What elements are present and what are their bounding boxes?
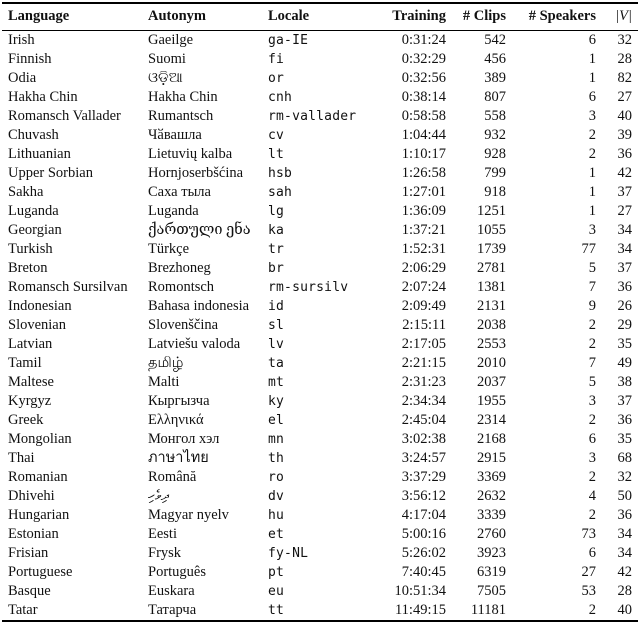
cell-autonym: Latviešu valoda	[148, 336, 241, 352]
cell-speakers: 27	[581, 564, 596, 580]
cell-speakers: 1	[588, 70, 596, 86]
cell-vocab-size: 35	[617, 336, 632, 352]
table-row	[2, 392, 638, 411]
cell-autonym: Suomi	[148, 51, 186, 67]
cell-speakers: 9	[588, 298, 596, 314]
cell-autonym: Hornjoserbšćina	[148, 165, 244, 181]
cell-vocab-size: 38	[617, 374, 632, 390]
cell-clips: 2038	[477, 317, 506, 333]
table-body	[2, 31, 638, 622]
cell-training: 5:26:02	[401, 545, 446, 561]
cell-speakers: 2	[588, 602, 596, 618]
cell-autonym: Brezhoneg	[148, 260, 211, 276]
table-row	[2, 259, 638, 278]
cell-clips: 799	[484, 165, 506, 181]
cell-clips: 389	[484, 70, 506, 86]
cell-language: Tamil	[8, 355, 42, 371]
cell-speakers: 1	[588, 165, 596, 181]
cell-clips: 928	[484, 146, 506, 162]
cell-locale: mt	[268, 375, 285, 390]
cell-speakers: 1	[588, 203, 596, 219]
cell-language: Portuguese	[8, 564, 73, 580]
cell-vocab-size: 42	[617, 564, 632, 580]
cell-autonym: Euskara	[148, 583, 195, 599]
table-row	[2, 563, 638, 582]
table-row	[2, 145, 638, 164]
cell-clips: 1055	[477, 222, 506, 238]
cell-training: 2:21:15	[401, 355, 446, 371]
header-row	[2, 3, 638, 31]
cell-locale: fi	[268, 52, 285, 67]
cell-language: Upper Sorbian	[8, 165, 93, 181]
cell-speakers: 2	[588, 146, 596, 162]
cell-clips: 3339	[477, 507, 506, 523]
cell-vocab-size: 36	[617, 279, 632, 295]
table-row	[2, 354, 638, 373]
cell-language: Irish	[8, 32, 35, 48]
cell-training: 3:24:57	[401, 450, 446, 466]
cell-speakers: 3	[588, 450, 596, 466]
cell-locale: fy-NL	[268, 546, 309, 561]
cell-clips: 2760	[477, 526, 506, 542]
cell-language: Romansch Sursilvan	[8, 279, 128, 295]
cell-language: Indonesian	[8, 298, 72, 314]
cell-speakers: 6	[588, 545, 596, 561]
cell-training: 0:32:56	[401, 70, 446, 86]
cell-speakers: 2	[588, 412, 596, 428]
cell-autonym: ދިވެހި	[148, 488, 169, 504]
cell-training: 1:37:21	[401, 222, 446, 238]
cell-locale: dv	[268, 489, 285, 504]
cell-clips: 918	[484, 184, 506, 200]
cell-training: 1:10:17	[401, 146, 446, 162]
header-language: Language	[8, 8, 70, 24]
cell-training: 0:32:29	[401, 51, 446, 67]
cell-vocab-size: 34	[617, 222, 632, 238]
table-row	[2, 126, 638, 145]
cell-autonym: தமிழ்	[148, 355, 184, 371]
cell-training: 7:40:45	[401, 564, 446, 580]
cell-speakers: 6	[588, 89, 596, 105]
cell-locale: lg	[268, 204, 285, 219]
cell-locale: ro	[268, 470, 285, 485]
cell-locale: pt	[268, 565, 285, 580]
cell-language: Dhivehi	[8, 488, 55, 504]
table-row	[2, 373, 638, 392]
cell-locale: tr	[268, 242, 285, 257]
cell-training: 2:15:11	[402, 317, 446, 333]
cell-training: 5:00:16	[401, 526, 446, 542]
cell-training: 4:17:04	[401, 507, 446, 523]
cell-clips: 2168	[477, 431, 506, 447]
cell-vocab-size: 34	[617, 526, 632, 542]
cell-language: Romansch Vallader	[8, 108, 121, 124]
cell-locale: th	[268, 451, 285, 466]
cell-locale: or	[268, 71, 285, 86]
cell-autonym: Bahasa indonesia	[148, 298, 250, 314]
cell-vocab-size: 36	[617, 507, 632, 523]
cell-autonym: Frysk	[148, 545, 182, 561]
cell-vocab-size: 39	[617, 127, 632, 143]
table-row	[2, 525, 638, 544]
cell-clips: 7505	[477, 583, 506, 599]
cell-vocab-size: 28	[617, 51, 632, 67]
cell-vocab-size: 27	[617, 89, 632, 105]
cell-training: 1:27:01	[401, 184, 446, 200]
cell-autonym: Romontsch	[148, 279, 215, 295]
cell-vocab-size: 29	[617, 317, 632, 333]
cell-locale: br	[268, 261, 285, 276]
cell-locale: hu	[268, 508, 285, 523]
cell-autonym: Português	[148, 564, 206, 580]
cell-training: 1:04:44	[401, 127, 446, 143]
language-stats-table	[2, 2, 638, 622]
table-row	[2, 164, 638, 183]
cell-locale: ta	[268, 356, 285, 371]
cell-autonym: Gaeilge	[148, 32, 194, 48]
header-autonym: Autonym	[148, 8, 207, 24]
cell-locale: sah	[268, 185, 293, 200]
cell-autonym: Eesti	[148, 526, 177, 542]
cell-vocab-size: 82	[617, 70, 632, 86]
header-training: Training	[392, 8, 446, 24]
cell-training: 2:17:05	[401, 336, 446, 352]
cell-speakers: 4	[588, 488, 596, 504]
cell-language: Georgian	[8, 222, 62, 238]
cell-clips: 3369	[477, 469, 506, 485]
cell-training: 2:09:49	[401, 298, 446, 314]
table-row	[2, 31, 638, 51]
cell-language: Chuvash	[8, 127, 59, 143]
cell-vocab-size: 35	[617, 431, 632, 447]
table-row	[2, 183, 638, 202]
cell-locale: hsb	[268, 166, 293, 181]
cell-clips: 2781	[477, 260, 506, 276]
cell-language: Basque	[8, 583, 51, 599]
cell-language: Breton	[8, 260, 48, 276]
cell-speakers: 2	[588, 336, 596, 352]
table-header	[2, 3, 638, 31]
table-row	[2, 297, 638, 316]
cell-training: 1:36:09	[401, 203, 446, 219]
cell-speakers: 7	[588, 355, 596, 371]
cell-autonym: Rumantsch	[148, 108, 214, 124]
cell-autonym: Română	[148, 469, 197, 485]
header-clips: # Clips	[462, 8, 506, 24]
cell-clips: 542	[484, 32, 506, 48]
cell-locale: lt	[268, 147, 285, 162]
cell-vocab-size: 26	[617, 298, 632, 314]
cell-language: Slovenian	[8, 317, 66, 333]
cell-locale: cv	[268, 128, 285, 143]
cell-locale: rm-vallader	[268, 109, 357, 124]
cell-locale: cnh	[268, 90, 293, 105]
cell-autonym: Ελληνικά	[148, 412, 204, 428]
cell-locale: rm-sursilv	[268, 280, 349, 295]
cell-training: 2:06:29	[401, 260, 446, 276]
cell-autonym: Malti	[148, 374, 180, 390]
cell-language: Tatar	[8, 602, 38, 618]
cell-training: 0:38:14	[401, 89, 446, 105]
cell-vocab-size: 28	[617, 583, 632, 599]
cell-autonym: Slovenščina	[148, 317, 219, 333]
cell-speakers: 2	[588, 507, 596, 523]
cell-speakers: 7	[588, 279, 596, 295]
cell-speakers: 3	[588, 108, 596, 124]
cell-locale: eu	[268, 584, 285, 599]
cell-clips: 2131	[477, 298, 506, 314]
cell-language: Sakha	[8, 184, 44, 200]
cell-locale: ky	[268, 394, 285, 409]
cell-autonym: Luganda	[148, 203, 199, 219]
table-row	[2, 69, 638, 88]
cell-vocab-size: 36	[617, 412, 632, 428]
cell-vocab-size: 32	[617, 32, 632, 48]
cell-autonym: Чӑвашла	[148, 127, 202, 143]
cell-training: 3:56:12	[401, 488, 446, 504]
table-row	[2, 202, 638, 221]
cell-vocab-size: 36	[617, 146, 632, 162]
cell-language: Latvian	[8, 336, 53, 352]
cell-clips: 3923	[477, 545, 506, 561]
header-vocab-size: |V|	[615, 8, 632, 24]
cell-training: 1:26:58	[401, 165, 446, 181]
cell-autonym: ქართული ენა	[148, 222, 251, 238]
table-row	[2, 449, 638, 468]
table-row	[2, 278, 638, 297]
cell-training: 2:34:34	[401, 393, 446, 409]
cell-language: Maltese	[8, 374, 54, 390]
table-row	[2, 221, 638, 240]
cell-vocab-size: 50	[617, 488, 632, 504]
cell-autonym: Lietuvių kalba	[148, 146, 233, 162]
table-row	[2, 601, 638, 621]
table-row	[2, 107, 638, 126]
cell-training: 0:31:24	[401, 32, 446, 48]
table-row	[2, 430, 638, 449]
cell-autonym: Hakha Chin	[148, 89, 218, 105]
table-row	[2, 487, 638, 506]
cell-vocab-size: 37	[617, 393, 632, 409]
cell-language: Luganda	[8, 203, 59, 219]
cell-language: Greek	[8, 412, 44, 428]
table-row	[2, 582, 638, 601]
header-locale: Locale	[268, 8, 310, 24]
cell-training: 2:45:04	[401, 412, 446, 428]
cell-autonym: Татарча	[148, 602, 197, 618]
cell-speakers: 73	[581, 526, 596, 542]
cell-clips: 6319	[477, 564, 506, 580]
cell-language: Finnish	[8, 51, 52, 67]
cell-speakers: 2	[588, 317, 596, 333]
cell-language: Hungarian	[8, 507, 70, 523]
cell-vocab-size: 32	[617, 469, 632, 485]
table-row	[2, 544, 638, 563]
cell-vocab-size: 34	[617, 241, 632, 257]
cell-speakers: 6	[588, 431, 596, 447]
cell-speakers: 3	[588, 222, 596, 238]
cell-locale: mn	[268, 432, 285, 447]
cell-vocab-size: 37	[617, 260, 632, 276]
cell-training: 11:49:15	[394, 602, 446, 618]
cell-autonym: Türkçe	[148, 241, 190, 257]
table-row	[2, 240, 638, 259]
cell-vocab-size: 34	[617, 545, 632, 561]
cell-language: Mongolian	[8, 431, 72, 447]
cell-training: 2:07:24	[401, 279, 446, 295]
cell-locale: id	[268, 299, 285, 314]
cell-language: Lithuanian	[8, 146, 71, 162]
cell-clips: 2314	[477, 412, 506, 428]
cell-speakers: 5	[588, 260, 596, 276]
cell-clips: 2915	[477, 450, 506, 466]
cell-locale: tt	[268, 603, 285, 618]
cell-speakers: 3	[588, 393, 596, 409]
cell-autonym: Magyar nyelv	[148, 507, 229, 523]
cell-vocab-size: 49	[617, 355, 632, 371]
cell-language: Kyrgyz	[8, 393, 52, 409]
cell-speakers: 77	[581, 241, 596, 257]
cell-language: Romanian	[8, 469, 68, 485]
cell-clips: 11181	[470, 602, 506, 618]
cell-training: 1:52:31	[401, 241, 446, 257]
cell-speakers: 5	[588, 374, 596, 390]
cell-language: Frisian	[8, 545, 49, 561]
header-speakers: # Speakers	[528, 8, 596, 24]
table-row	[2, 316, 638, 335]
cell-locale: sl	[268, 318, 285, 333]
cell-vocab-size: 68	[617, 450, 632, 466]
cell-language: Thai	[8, 450, 35, 466]
cell-training: 3:37:29	[401, 469, 446, 485]
cell-clips: 2037	[477, 374, 506, 390]
cell-autonym: ଓଡ଼ିଆ	[148, 70, 183, 86]
table-row	[2, 335, 638, 354]
cell-training: 2:31:23	[401, 374, 446, 390]
cell-language: Turkish	[8, 241, 53, 257]
cell-speakers: 2	[588, 127, 596, 143]
cell-clips: 2010	[477, 355, 506, 371]
table-row	[2, 468, 638, 487]
cell-speakers: 53	[581, 583, 596, 599]
cell-training: 3:02:38	[401, 431, 446, 447]
cell-locale: lv	[268, 337, 285, 352]
cell-clips: 932	[484, 127, 506, 143]
cell-clips: 558	[484, 108, 506, 124]
cell-autonym: Монгол хэл	[148, 431, 220, 447]
cell-locale: ga-IE	[268, 33, 309, 48]
cell-clips: 1381	[477, 279, 506, 295]
cell-clips: 807	[484, 89, 506, 105]
cell-autonym: Кыргызча	[148, 393, 210, 409]
cell-autonym: Саха тыла	[148, 184, 211, 200]
cell-clips: 1251	[477, 203, 506, 219]
cell-locale: et	[268, 527, 285, 542]
cell-vocab-size: 27	[617, 203, 632, 219]
cell-speakers: 6	[588, 32, 596, 48]
cell-language: Hakha Chin	[8, 89, 78, 105]
cell-clips: 2632	[477, 488, 506, 504]
cell-training: 10:51:34	[394, 583, 446, 599]
cell-locale: ka	[268, 223, 285, 238]
cell-language: Estonian	[8, 526, 59, 542]
cell-speakers: 2	[588, 469, 596, 485]
table-row	[2, 411, 638, 430]
cell-clips: 456	[484, 51, 506, 67]
table-row	[2, 506, 638, 525]
cell-training: 0:58:58	[401, 108, 446, 124]
cell-clips: 2553	[477, 336, 506, 352]
table-row	[2, 88, 638, 107]
cell-vocab-size: 42	[617, 165, 632, 181]
cell-language: Odia	[8, 70, 37, 86]
cell-locale: el	[268, 413, 285, 428]
cell-autonym: ภาษาไทย	[148, 450, 209, 466]
cell-clips: 1739	[477, 241, 506, 257]
cell-vocab-size: 37	[617, 184, 632, 200]
table-row	[2, 50, 638, 69]
cell-vocab-size: 40	[617, 602, 632, 618]
cell-speakers: 1	[588, 184, 596, 200]
cell-clips: 1955	[477, 393, 506, 409]
cell-speakers: 1	[588, 51, 596, 67]
cell-vocab-size: 40	[617, 108, 632, 124]
